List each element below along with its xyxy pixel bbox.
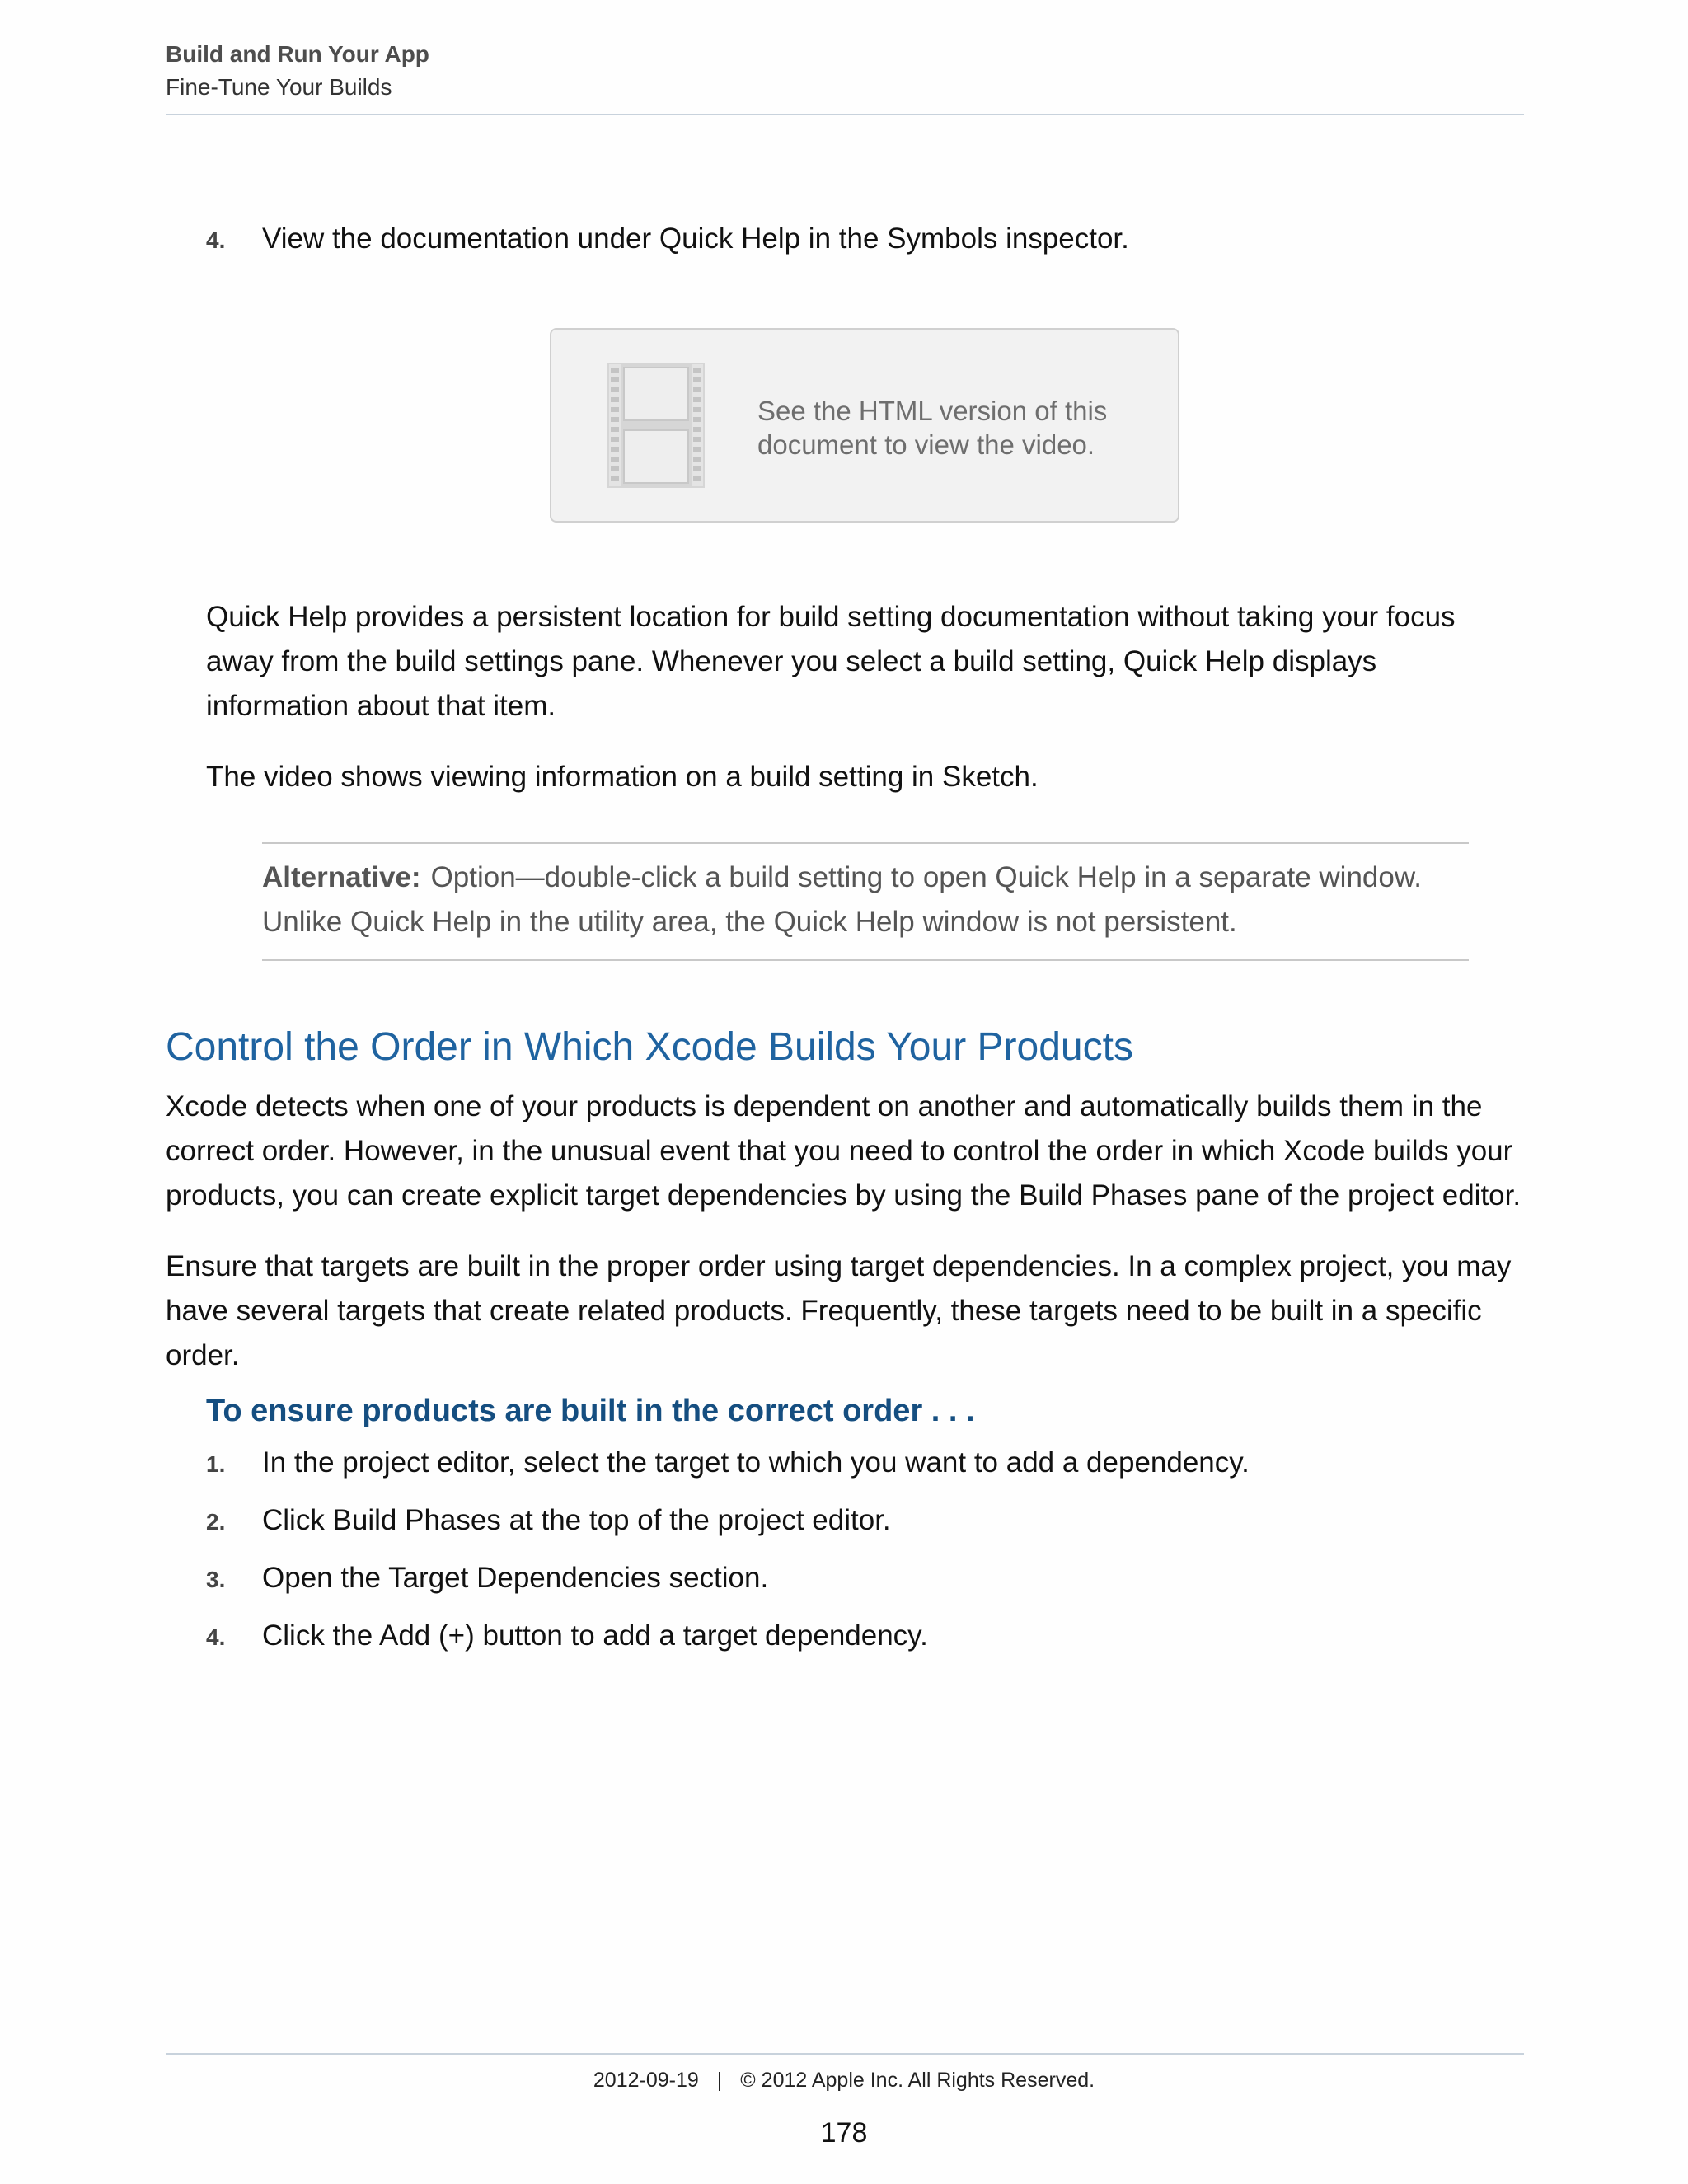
video-placeholder-message: See the HTML version of this document to view the video. xyxy=(757,396,1108,460)
header-divider xyxy=(166,114,1524,115)
step-number: 4. xyxy=(206,227,226,253)
note-alternative xyxy=(262,855,1469,944)
footer-date: 2012-09-19 xyxy=(593,2069,699,2092)
task-step xyxy=(206,1562,768,1595)
step-text: In the project editor, select the target to which you want to add a dependency. xyxy=(262,1446,1250,1479)
footer-copyright: © 2012 Apple Inc. All Rights Reserved. xyxy=(740,2069,1095,2092)
note-text: Option—double-click a build setting to open Quick Help in a separate window. Unlike Quick Help in the utility area, the Quick Help window is not persistent. xyxy=(262,861,1422,938)
note-label: Alternative: xyxy=(262,861,421,893)
step-text: Click Build Phases at the top of the project editor. xyxy=(262,1504,891,1536)
film-icon xyxy=(607,363,705,488)
task-step xyxy=(206,1619,928,1652)
section-paragraph-2: Ensure that targets are built in the proper order using target dependencies. In a complex project, you may have several targets that create related products. Frequently, these targets need to be built in a specific order. xyxy=(166,1250,1512,1371)
step-number: 1. xyxy=(206,1451,226,1477)
step-text: Click the Add (+) button to add a target dependency. xyxy=(262,1619,928,1652)
footer-divider xyxy=(166,2053,1524,2055)
section-title: Control the Order in Which Xcode Builds Your Products xyxy=(166,1025,1133,1069)
note-top-divider xyxy=(262,842,1469,844)
task-title: To ensure products are built in the correct order . . . xyxy=(206,1394,975,1428)
section-paragraph-1: Xcode detects when one of your products is dependent on another and automatically builds them in the correct order. However, in the unusual event that you need to control the order in which Xcode builds your products, you can create explicit target dependencies by using the Build Phases pane of the project editor. xyxy=(166,1090,1522,1212)
step-number: 2. xyxy=(206,1509,226,1535)
note-bottom-divider xyxy=(262,959,1469,961)
paragraph-quick-help: Quick Help provides a persistent location for build setting documentation without taking your focus away from the build settings pane. Whenever you select a build setting, Quick Help displays information about that item. xyxy=(206,601,1456,722)
task-step xyxy=(206,1446,1250,1479)
footer xyxy=(0,2065,1688,2095)
header-chapter-title: Build and Run Your App xyxy=(166,41,429,67)
task-step xyxy=(206,1504,891,1537)
footer-separator: | xyxy=(716,2069,723,2092)
step-number: 4. xyxy=(206,1624,226,1650)
page-header xyxy=(166,38,1524,104)
step-text: View the documentation under Quick Help in the Symbols inspector. xyxy=(262,223,1129,255)
step-item xyxy=(206,223,1129,255)
header-section-title: Fine-Tune Your Builds xyxy=(166,74,392,100)
video-placeholder[interactable] xyxy=(550,328,1179,523)
step-text: Open the Target Dependencies section. xyxy=(262,1562,769,1594)
paragraph-video-shows: The video shows viewing information on a build setting in Sketch. xyxy=(206,761,1039,793)
page-number: 178 xyxy=(820,2117,868,2149)
step-number: 3. xyxy=(206,1567,226,1592)
